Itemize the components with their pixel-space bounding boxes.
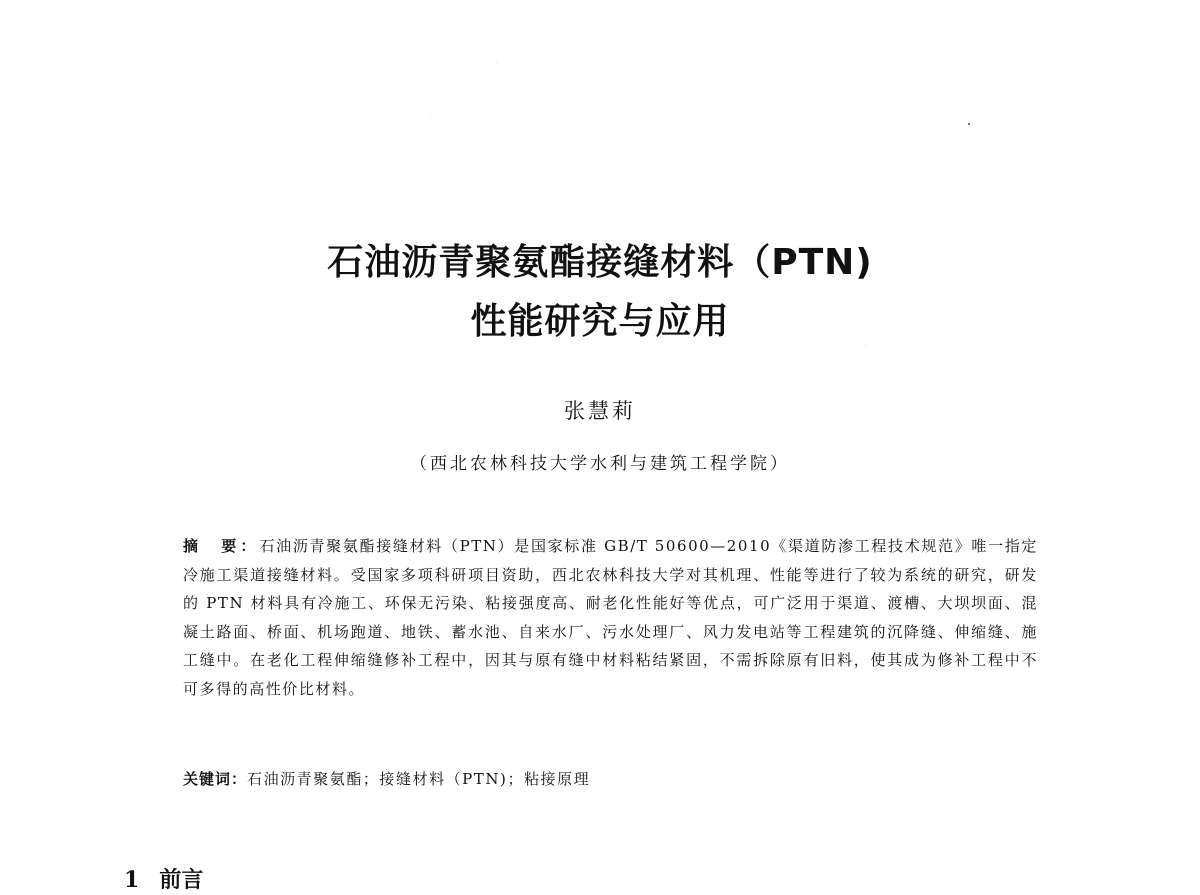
abstract-label: 摘 要： [183,537,260,555]
scan-speck [865,345,866,346]
author-name: 张慧莉 [564,399,636,423]
keywords-label: 关键词： [183,770,248,788]
paper-title-line-1: 石油沥青聚氨酯接缝材料（PTN) [327,242,873,283]
section-number: 1 [124,867,140,893]
abstract-text: 石油沥青聚氨酯接缝材料（PTN）是国家标准 GB/T 50600—2010《渠道防渗工程技术规范》唯一指定冷施工渠道接缝材料。受国家多项科研项目资助，西北农林科技大学对其机理、性能等进行了较为系统的研究，研发的 PTN 材料具有冷施工、环保无污染、粘接强度高、耐老化性能好等优点，可广泛用于渠道、渡槽、大坝坝面、混凝土路面、桥面、机场跑道、地铁、蓄水池、自来水厂、污水处理厂、风力发电站等工程建筑的沉降缝、伸缩缝、施工缝中。在老化工程伸缩缝修补工程中，因其与原有缝中材料粘结紧固，不需拆除原有旧料，使其成为修补工程中不可多得的高性价比材料。 [183,537,1038,698]
abstract-block [183,532,1038,703]
section-heading [124,866,203,895]
keywords-text: 石油沥青聚氨酯；接缝材料（PTN)；粘接原理 [247,770,591,788]
paper-title-line-2: 性能研究与应用 [470,301,730,342]
section-title: 前言 [159,868,204,893]
scan-speck [496,62,497,63]
scan-speck [968,123,970,125]
author-affiliation: （西北农林科技大学水利与建筑工程学院） [410,454,790,474]
scan-speck [430,116,431,117]
keywords-block [183,765,1038,793]
